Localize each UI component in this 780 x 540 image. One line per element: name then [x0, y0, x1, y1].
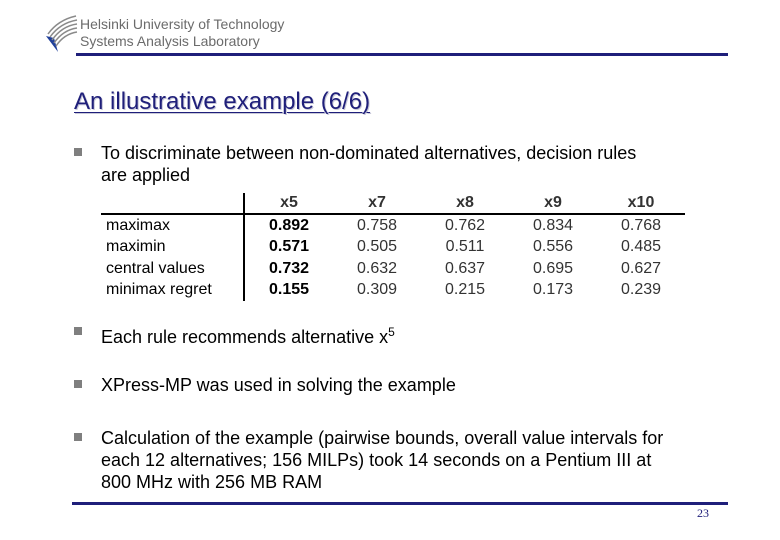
table-cell: 0.758 — [356, 216, 398, 234]
table-row — [101, 237, 685, 259]
slide-title: An illustrative example (6/6) — [74, 88, 371, 115]
table-cell: 0.732 — [268, 259, 310, 277]
table-cell: 0.892 — [268, 216, 310, 234]
table-cell: 0.695 — [532, 259, 574, 277]
table-cell: 0.556 — [532, 238, 574, 256]
bullet-text-2-main: Each rule recommends alternative x — [101, 327, 389, 347]
header-divider — [76, 53, 728, 56]
bullet-icon — [74, 431, 86, 443]
bullet-icon — [74, 146, 86, 158]
row-label: minimax regret — [101, 280, 244, 302]
table-cell: 0.173 — [532, 281, 574, 299]
table-cell: 0.155 — [268, 281, 310, 299]
column-header: x10 — [597, 193, 685, 214]
column-header: x8 — [421, 193, 509, 214]
column-header: x7 — [333, 193, 421, 214]
bullet-icon — [74, 325, 86, 337]
bullet-text-4-line-2: each 12 alternatives; 156 MILPs) took 14 seconds on a Pentium III at — [101, 450, 652, 470]
column-header: x9 — [509, 193, 597, 214]
org-line-2: Systems Analysis Laboratory — [80, 33, 260, 49]
university-logo-icon — [44, 14, 78, 52]
bullet-text-4-line-3: 800 MHz with 256 MB RAM — [101, 472, 323, 492]
table-cell: 0.309 — [356, 281, 398, 299]
table-row — [101, 280, 685, 302]
table-cell: 0.632 — [356, 259, 398, 277]
table-cell: 0.637 — [444, 259, 486, 277]
table-cell: 0.834 — [532, 216, 574, 234]
bullet-text-2-superscript: 5 — [388, 325, 395, 339]
bullet-text-2 — [101, 321, 395, 348]
page-number: 23 — [697, 506, 709, 520]
column-header: x5 — [244, 193, 333, 214]
bullet-text-1-line-1: To discriminate between non-dominated alternatives, decision rules — [101, 143, 637, 163]
bullet-text-4-line-1: Calculation of the example (pairwise bounds, overall value intervals for — [101, 428, 664, 448]
table-cell: 0.768 — [620, 216, 662, 234]
table-cell: 0.485 — [620, 238, 662, 256]
row-label: maximin — [101, 237, 244, 259]
row-label: maximax — [101, 214, 244, 237]
table-corner-cell — [101, 193, 244, 214]
table-cell: 0.215 — [444, 281, 486, 299]
bullet-text-3: XPress-MP was used in solving the example — [101, 375, 456, 395]
table-cell: 0.762 — [444, 216, 486, 234]
table-cell: 0.627 — [620, 259, 662, 277]
footer-divider — [72, 502, 728, 505]
table-cell: 0.505 — [356, 238, 398, 256]
table-cell: 0.239 — [620, 281, 662, 299]
table-row — [101, 214, 685, 237]
row-label: central values — [101, 258, 244, 280]
table-header-row — [101, 193, 685, 214]
bullet-icon — [74, 378, 86, 390]
decision-rules-table — [101, 193, 685, 301]
organization-name — [80, 16, 284, 50]
bullet-text-4 — [101, 427, 663, 493]
bullet-text-1-line-2: are applied — [101, 165, 191, 185]
table-cell: 0.571 — [268, 238, 310, 256]
org-line-1: Helsinki University of Technology — [80, 16, 285, 32]
table-row — [101, 258, 685, 280]
table-cell: 0.511 — [445, 238, 485, 256]
bullet-text-1 — [101, 142, 636, 186]
